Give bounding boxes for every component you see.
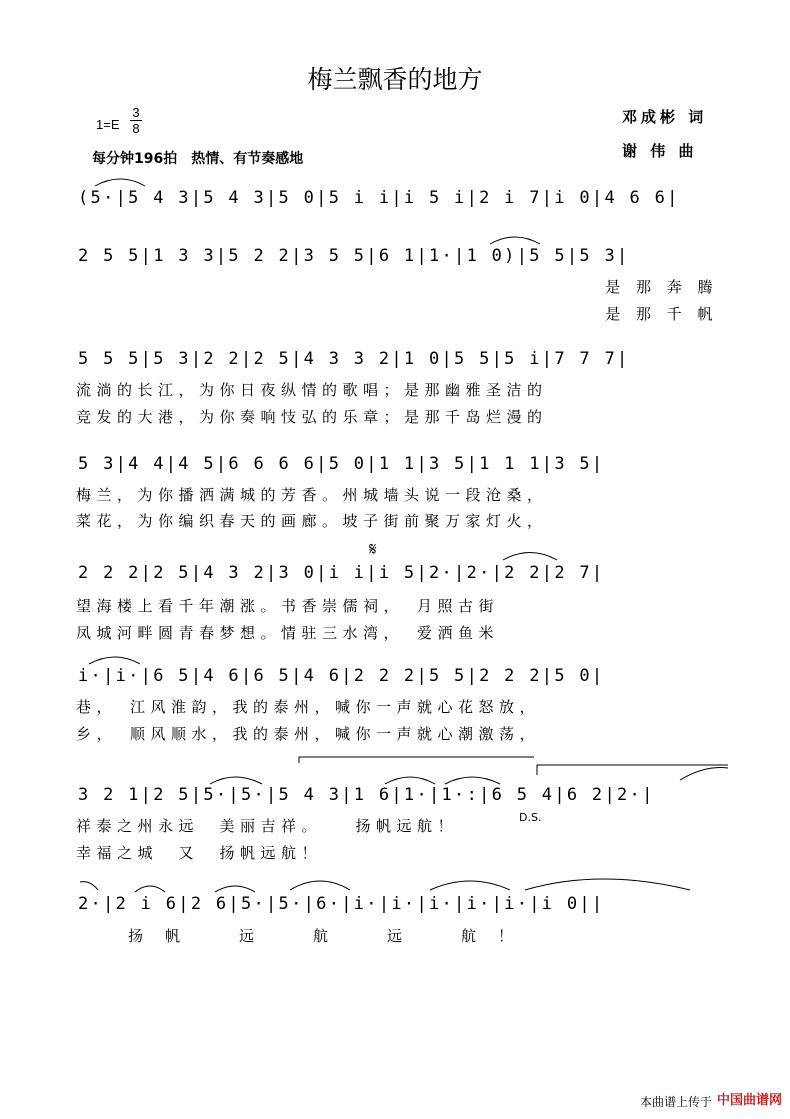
slur xyxy=(385,777,435,784)
staff-line-8: 2·|2 i 6|2 6|5·|5·|6·|i·|i·|i·|i·|i·|i 0|| xyxy=(78,894,605,914)
slur xyxy=(490,237,540,244)
slur xyxy=(135,886,165,892)
upload-text: 本曲谱上传于 xyxy=(639,1095,712,1109)
slur xyxy=(80,882,98,890)
staff-line-4: 5 3|4 4|4 5|6 6 6 6|5 0|1 1|3 5|1 1 1|3 5| xyxy=(78,454,605,474)
tempo-marking: 每分钟196拍 热情、有节奏感地 xyxy=(92,151,304,167)
lyric-line-4a: 梅兰，为你播洒满城的芳香。州城墙头说一段沧桑， xyxy=(76,486,548,504)
lyric-line-7a: 祥泰之州永远 美丽吉祥。 扬帆远航！ xyxy=(76,817,459,835)
slur xyxy=(680,768,728,781)
lyric-line-2a: 是 那 奔 腾 xyxy=(605,278,718,296)
staff-line-6: i·|i·|6 5|4 6|6 5|4 6|2 2 2|5 5|2 2 2|5 0| xyxy=(78,666,605,686)
slur xyxy=(290,881,350,890)
lyric-line-3a: 流淌的长江，为你日夜纵情的歌唱；是那幽雅圣洁的 xyxy=(76,381,548,399)
volta-bracket-1 xyxy=(299,757,534,763)
lyric-line-3b: 竞发的大港，为你奏响忮弘的乐章；是那千岛烂漫的 xyxy=(76,408,548,426)
slur xyxy=(215,886,255,892)
lyric-line-6b: 乡， 顺风顺水，我的泰州，喊你一声就心潮激荡， xyxy=(76,725,541,743)
site-logo: 中国曲谱网 xyxy=(716,1093,782,1108)
slur xyxy=(525,879,690,890)
lyric-line-7b: 幸福之城 又 扬帆远航！ xyxy=(76,844,323,862)
slur xyxy=(430,881,510,890)
score-title: 梅兰飘香的地方 xyxy=(307,65,483,94)
segno-sign: 𝄋 xyxy=(369,539,377,560)
staff-line-3: 5 5 5|5 3|2 2|2 5|4 3 3 2|1 0|5 5|5 i|7 7 7| xyxy=(78,349,630,369)
slur xyxy=(95,179,145,186)
lyric-line-4b: 菜花，为你编织春天的画廊。坡子街前聚万家灯火， xyxy=(76,512,548,530)
lyricist-credit: 邓成彬 词 xyxy=(622,108,708,126)
lyric-line-2b: 是 那 千 帆 xyxy=(605,305,718,323)
lyric-line-8: 扬帆 远 航 远 航！ xyxy=(128,927,536,945)
ds-label: D.S. xyxy=(519,811,542,824)
time-signature-bottom: 8 xyxy=(130,120,142,136)
lyric-line-6a: 巷， 江风淮韵，我的泰州，喊你一声就心花怒放， xyxy=(76,698,541,716)
lyric-line-5a: 望海楼上看千年潮涨。书香崇儒祠， 月照古街 xyxy=(76,597,500,615)
staff-line-5: 2 2 2|2 5|4 3 2|3 0|i i|i 5|2·|2·|2 2|2 7| xyxy=(78,563,605,583)
lyric-line-5b: 凤城河畔圆青春梦想。情驻三水湾， 爱洒鱼米 xyxy=(76,624,500,642)
slur xyxy=(89,657,140,664)
time-signature-top: 3 xyxy=(132,105,140,120)
key-signature: 1=E xyxy=(96,117,120,132)
composer-credit: 谢 伟 曲 xyxy=(622,142,698,160)
staff-line-1: (5·|5 4 3|5 4 3|5 0|5 i i|i 5 i|2 i 7|i 0|4 6 6| xyxy=(78,188,680,208)
slur xyxy=(210,777,262,784)
staff-line-7: 3 2 1|2 5|5·|5·|5 4 3|1 6|1·|1·:|6 5 4|6 2|2·| xyxy=(78,785,655,805)
slur xyxy=(503,553,557,561)
staff-line-2: 2 5 5|1 3 3|5 2 2|3 5 5|6 1|1·|1 0)|5 5|5 3| xyxy=(78,246,630,266)
volta-bracket-3 xyxy=(537,765,728,775)
slur xyxy=(445,777,500,784)
